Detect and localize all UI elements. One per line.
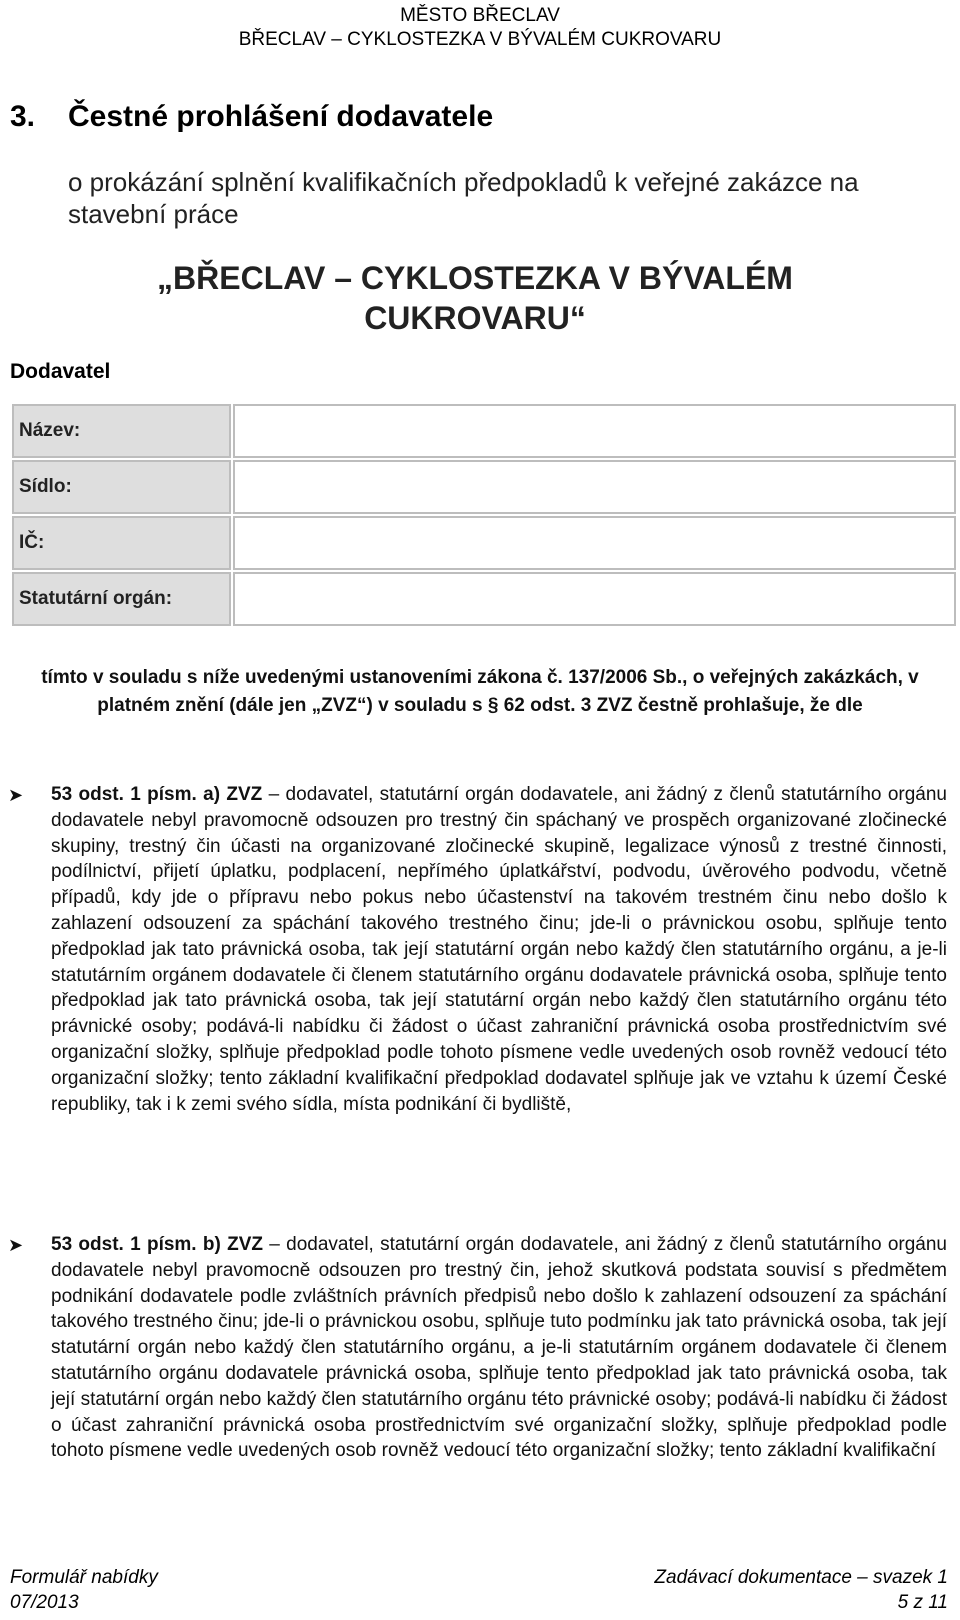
arrow-bullet-icon: ➤ <box>8 1235 24 1255</box>
clause-a-text: – dodavatel, statutární orgán dodavatele, ani žádný z členů statutárního orgánu dodavatele nebyl pravomocně odsouzen pro trestný čin spáchaný ve prospěch organizované zločinecké skupiny, trestný čin účasti na organizované zločinecké skupině, legalizace výnosů z trestné činnosti, podílnictví, přijetí úplatku, podplacení, nepřímého úplatkářství, podvodu, úvěrového podvodu, včetně případů, kdy jde o přípravu nebo pokus nebo účastenství na takovém trestném činu nebo došlo k zahlazení odsouzení za spáchání takového trestného činu; jde-li o právnickou osobu, splňuje tento předpoklad jak tato právnická osoba, tak její statutární orgán nebo každý člen statutárního orgánu, a je-li statutárním orgánem dodavatele či členem statutárního orgánu dodavatele právnická osoba, splňuje tento předpoklad jak tato právnická osoba, tak její statutární orgán nebo každý člen statutárního orgánu této právnické osoby; podává-li nabídku či žádost o účast zahraniční právnická osoba prostřednictvím své organizační složky, splňuje předpoklad podle tohoto písmene vedle uvedených osob rovněž vedoucí této organizační složky; tento základní kvalifikační předpoklad dodavatel splňuje jak ve vztahu k území České republiky, tak i k zemi svého sídla, místa podnikání či bydliště, <box>51 784 947 1115</box>
field-label-statutory: Statutární orgán: <box>12 572 231 626</box>
footer-page-number: 5 z 11 <box>897 1592 948 1613</box>
page-header <box>0 4 960 52</box>
project-name: „BŘECLAV – CYKLOSTEZKA V BÝVALÉM CUKROVARU“ <box>157 260 793 336</box>
field-value-statutory[interactable] <box>233 572 956 626</box>
supplier-row-seat <box>12 460 956 514</box>
field-value-name[interactable] <box>233 404 956 458</box>
field-value-seat[interactable] <box>233 460 956 514</box>
section-number: 3. <box>10 100 36 133</box>
header-city: MĚSTO BŘECLAV <box>400 5 560 26</box>
arrow-bullet-icon: ➤ <box>8 785 24 805</box>
header-project: BŘECLAV – CYKLOSTEZKA V BÝVALÉM CUKROVARU <box>238 29 722 50</box>
section-subtitle: o prokázání splnění kvalifikačních předpokladů k veřejné zakázce na stavební práce <box>68 167 859 229</box>
supplier-row-name <box>12 404 956 458</box>
clause-b <box>8 1232 947 1464</box>
footer-left <box>10 1565 158 1615</box>
clause-a-reference: 53 odst. 1 písm. a) ZVZ <box>51 784 263 805</box>
clause-b-text: – dodavatel, statutární orgán dodavatele, ani žádný z členů statutárního orgánu dodavatele nebyl pravomocně odsouzen pro trestný čin, jehož skutková podstata souvisí s předmětem podnikání dodavatele podle zvláštních právních předpisů nebo došlo k zahlazení odsouzení za spáchání takového trestného činu; jde-li o právnickou osobu, splňuje tuto podmínku jak tato právnická osoba, tak její statutární orgán nebo každý člen statutárního orgánu, a je-li statutárním orgánem dodavatele či členem statutárního orgánu dodavatele právnická osoba, splňuje tento předpoklad jak tato právnická osoba, tak její statutární orgán nebo každý člen statutárního orgánu této právnické osoby; podává-li nabídku či žádost o účast zahraniční právnická osoba prostřednictvím své organizační složky, splňuje předpoklad podle tohoto písmene vedle uvedených osob rovněž vedoucí této organizační složky; tento základní kvalifikační <box>51 1234 947 1462</box>
section-title <box>10 100 493 134</box>
field-label-name: Název: <box>12 404 231 458</box>
supplier-row-statutory <box>12 572 956 626</box>
footer-doc-name: Zadávací dokumentace – svazek 1 <box>654 1567 948 1588</box>
field-label-seat: Sídlo: <box>12 460 231 514</box>
clause-b-reference: 53 odst. 1 písm. b) ZVZ <box>51 1234 263 1255</box>
footer-form-name: Formulář nabídky <box>10 1567 158 1588</box>
field-label-ic: IČ: <box>12 516 231 570</box>
footer-date: 07/2013 <box>10 1592 79 1613</box>
intro-statement: tímto v souladu s níže uvedenými ustanoveními zákona č. 137/2006 Sb., o veřejných zakázkách, v platném znění (dále jen „ZVZ“) v souladu s § 62 odst. 3 ZVZ čestně prohlašuje, že dle <box>41 667 919 716</box>
supplier-table <box>10 402 958 628</box>
supplier-label: Dodavatel <box>10 360 111 383</box>
field-value-ic[interactable] <box>233 516 956 570</box>
footer-right <box>654 1565 948 1615</box>
section-title-text: Čestné prohlášení dodavatele <box>68 100 494 133</box>
supplier-row-ic <box>12 516 956 570</box>
clause-a <box>8 782 947 1117</box>
